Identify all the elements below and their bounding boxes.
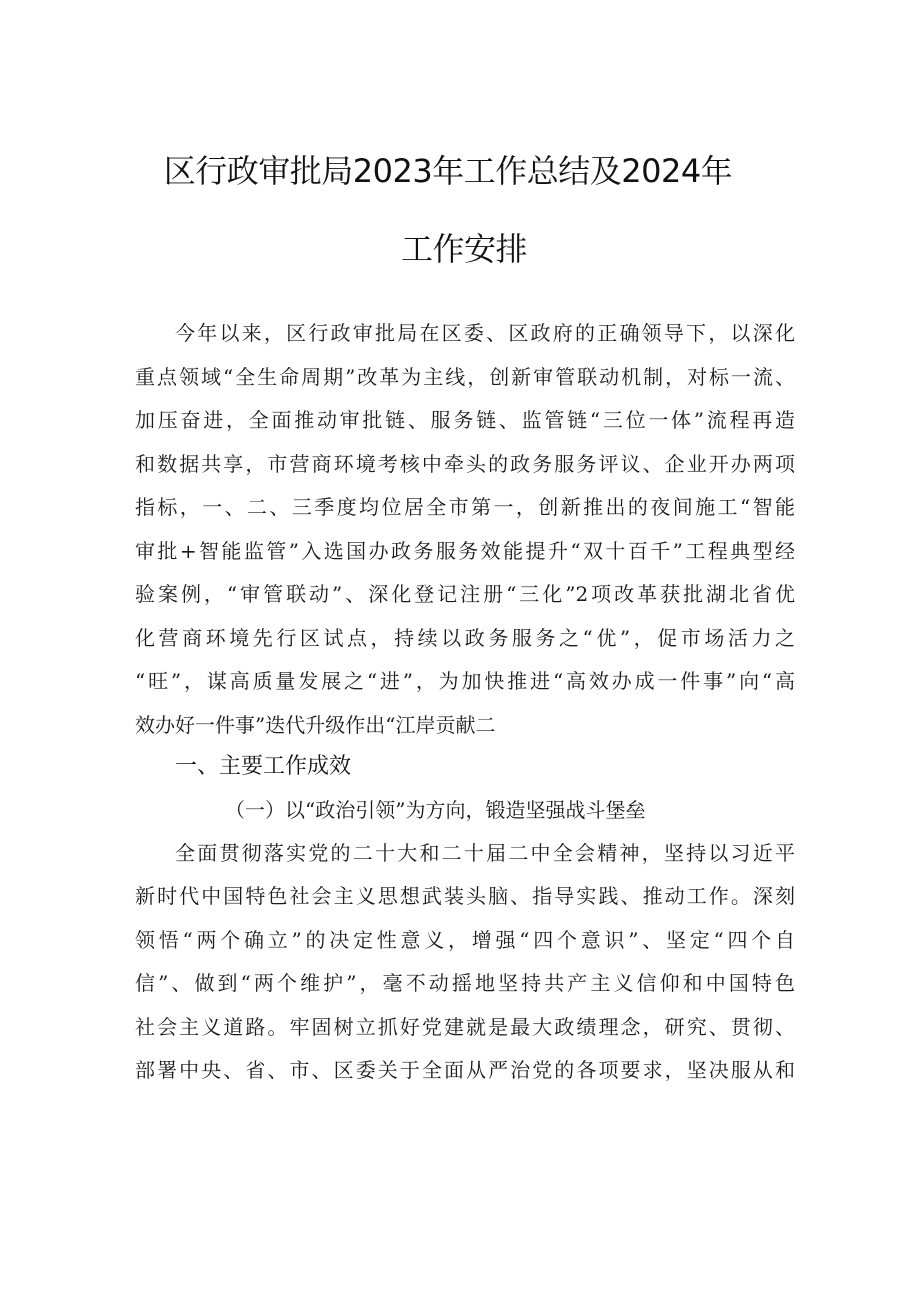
paragraph-line: 验案例，“审管联动”、深化登记注册“三化”2项改革获批湖北省优 xyxy=(135,582,795,606)
paragraph-line: 信”、做到“两个维护”，毫不动摇地坚持共产主义信仰和中国特色 xyxy=(135,971,795,995)
paragraph-line: 和数据共享，市营商环境考核中牵头的政务服务评议、企业开办两项 xyxy=(135,452,795,476)
paragraph-line: 全面贯彻落实党的二十大和二十届二中全会精神，坚持以习近平 xyxy=(175,841,795,865)
paragraph-line: 今年以来，区行政审批局在区委、区政府的正确领导下，以深化 xyxy=(175,321,795,345)
paragraph-line: 加压奋进，全面推动审批链、服务链、监管链“三位一体”流程再造 xyxy=(135,408,795,432)
paragraph-line: 指标，一、二、三季度均位居全市第一，创新推出的夜间施工“智能 xyxy=(135,495,795,519)
paragraph-line: 领悟“两个确立”的决定性意义，增强“四个意识”、坚定“四个自 xyxy=(135,928,795,952)
paragraph-line: “旺”，谋高质量发展之“进”，为加快推进“高效办成一件事”向“高 xyxy=(135,669,795,693)
paragraph-line: 重点领域“全生命周期”改革为主线，创新审管联动机制，对标一流、 xyxy=(135,365,795,389)
paragraph-line: 效办好一件事”迭代升级作出“江岸贡献二 xyxy=(135,713,496,737)
subsection-heading: （一）以“政治引领”为方向，锻造坚强战斗堡垒 xyxy=(225,798,646,822)
paragraph-line: 审批+智能监管”入选国办政务服务效能提升“双十百千”工程典型经 xyxy=(135,539,795,563)
paragraph-line: 新时代中国特色社会主义思想武装头脑、指导实践、推动工作。深刻 xyxy=(135,884,795,908)
document-title-line-1: 区行政审批局2023年工作总结及2024年 xyxy=(163,152,733,190)
document-title-line-2: 工作安排 xyxy=(400,230,527,268)
paragraph-line: 化营商环境先行区试点，持续以政务服务之“优”，促市场活力之 xyxy=(135,626,795,650)
paragraph-line: 部署中央、省、市、区委关于全面从严治党的各项要求，坚决服从和 xyxy=(135,1058,795,1082)
paragraph-line: 社会主义道路。牢固树立抓好党建就是最大政绩理念，研究、贯彻、 xyxy=(135,1015,795,1039)
section-heading: 一、主要工作成效 xyxy=(175,754,352,779)
